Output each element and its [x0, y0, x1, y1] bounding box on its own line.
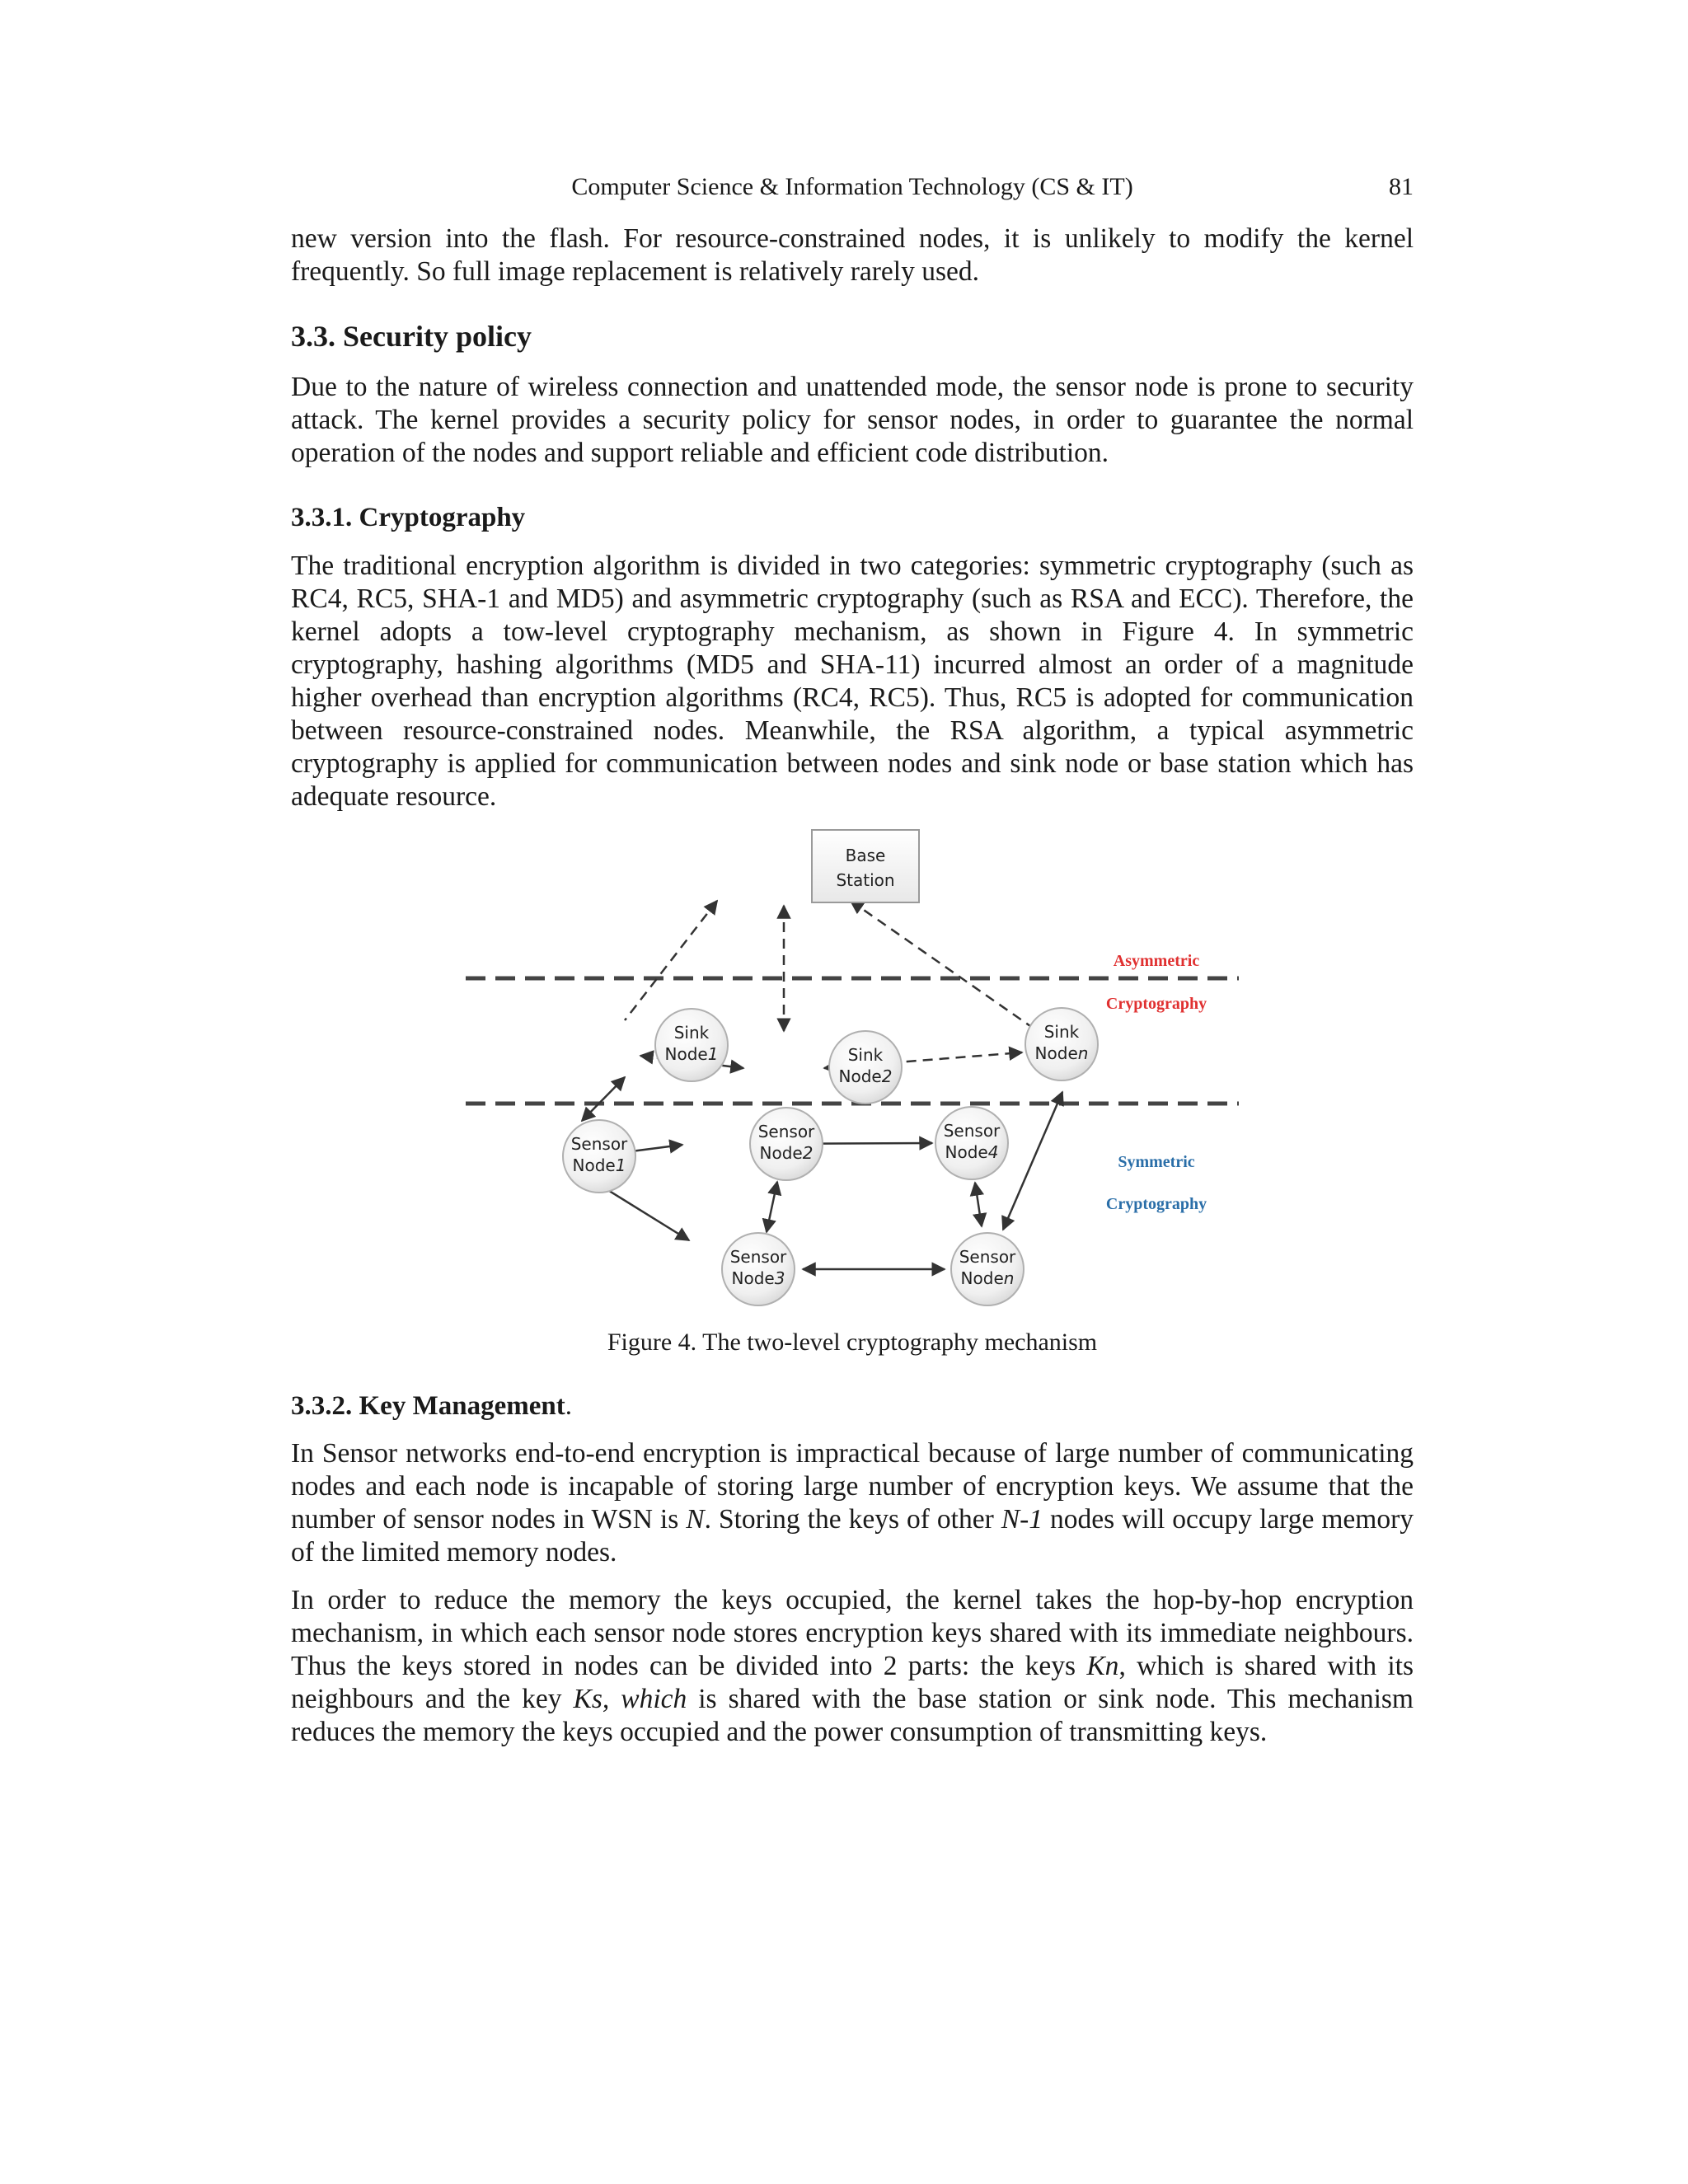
link-sensor4-sensorn — [975, 1183, 982, 1226]
link-sensorn-sinkn — [1003, 1092, 1062, 1230]
section-3-3-1 — [291, 501, 1414, 534]
section-3-3-2 — [291, 1390, 1414, 1422]
asymmetric-label-2: Cryptography — [1105, 995, 1207, 1013]
sensor-node-2-line1: Sensor — [757, 1122, 815, 1141]
key-management-paragraph-2: In order to reduce the memory the keys occupied, the kernel takes the hop-by-hop encryption mechanism, in which each sensor node stores encryption keys shared with its immediate neighbours. Thus the keys stored in nodes can be divided into 2 parts: the keys Kn, which is shared with its neighbours and the key Ks, which is shared with the base station or sink node. This mechanism reduces the memory the keys occupied and the power consumption of transmitting keys. — [291, 1585, 1414, 1747]
subsection-heading: 3.3.1. Cryptography — [291, 503, 526, 532]
section-3-3-body — [291, 371, 1414, 470]
sensor-node-4-line1: Sensor — [943, 1121, 1001, 1141]
sensor-node-1-line1: Sensor — [570, 1134, 628, 1154]
page-number: 81 — [1389, 173, 1414, 200]
key-management-paragraph-1: In Sensor networks end-to-end encryption is impractical because of large number of communicating nodes and each node is incapable of storing large number of encryption keys. We assume that the number of sensor nodes in WSN is N. Storing the keys of other N-1 nodes will occupy large memory of the limited memory nodes. — [291, 1438, 1414, 1568]
figure-caption: Figure 4. The two-level cryptography mechanism — [607, 1329, 1098, 1356]
sink-node-1-line1: Sink — [673, 1023, 710, 1043]
sensor-node-3-line2: Node3 — [731, 1268, 785, 1288]
section-3-3-2-body-2 — [291, 1584, 1414, 1749]
sensor-node-n-line1: Sensor — [959, 1247, 1016, 1267]
link-sink1-sensor1 — [582, 1077, 625, 1121]
sink-node-2-line1: Sink — [847, 1045, 884, 1065]
journal-title: Computer Science & Information Technology (CS & IT) — [571, 173, 1133, 200]
base-station-node — [812, 830, 919, 902]
symmetric-label-2: Cryptography — [1105, 1195, 1207, 1213]
base-station-label-1: Base — [845, 846, 886, 865]
sink-node-n — [1025, 1008, 1098, 1080]
cryptography-paragraph: The traditional encryption algorithm is divided in two categories: symmetric cryptography (such as RC4, RC5, SHA-1 and MD5) and asymmetric cryptography (such as RSA and ECC). Therefore, the kernel adopts a tow-level cryptography mechanism, as shown in Figure 4. In symmetric cryptography, hashing algorithms (MD5 and SHA-11) incurred almost an order of a magnitude higher overhead than encryption algorithms (RC4, RC5). Thus, RC5 is adopted for communication between resource-constrained nodes. Meanwhile, the RSA algorithm, a typical asymmetric cryptography is applied for communication between nodes and sink node or base station which has adequate resource. — [291, 551, 1414, 812]
section-3-3 — [291, 318, 1414, 354]
section-heading: 3.3. Security policy — [291, 320, 532, 353]
sensor-node-3-line1: Sensor — [729, 1247, 787, 1267]
link-base-sink1 — [625, 901, 717, 1020]
symmetric-label-1: Symmetric — [1118, 1153, 1195, 1171]
section-3-3-2-body-1 — [291, 1437, 1414, 1569]
asymmetric-label-1: Asymmetric — [1113, 952, 1200, 970]
security-policy-paragraph: Due to the nature of wireless connection and unattended mode, the sensor node is prone to security attack. The kernel provides a security policy for sensor nodes, in order to guarantee the normal operation of the nodes and support reliable and efficient code distribution. — [291, 372, 1414, 468]
figure-4-svg — [445, 820, 1253, 1315]
sink-node-2-line2: Node2 — [838, 1066, 893, 1086]
sensor-node-n-line2: Noden — [960, 1268, 1015, 1288]
link-sensor2-sensor3 — [767, 1182, 777, 1232]
link-base-sinkn — [851, 901, 1030, 1026]
sink-node-n-line2: Noden — [1034, 1043, 1089, 1063]
sensor-node-2 — [750, 1108, 823, 1180]
sink-node-2 — [829, 1031, 902, 1104]
intro-paragraph-block — [291, 223, 1414, 288]
sensor-node-n — [951, 1233, 1024, 1305]
sink-node-1 — [655, 1009, 728, 1081]
figure-4-diagram — [445, 820, 1253, 1315]
base-station-label-2: Station — [836, 870, 895, 890]
section-3-3-1-body — [291, 550, 1414, 813]
key-management-heading-text: 3.3.2. Key Management — [291, 1391, 565, 1421]
sink-node-1-line2: Node1 — [664, 1044, 719, 1064]
sensor-node-2-line2: Node2 — [759, 1143, 814, 1163]
heading-period: . — [565, 1391, 572, 1421]
sensor-node-1-line2: Node1 — [572, 1155, 626, 1175]
sensor-node-1 — [563, 1120, 635, 1193]
intro-paragraph: new version into the flash. For resource-constrained nodes, it is unlikely to modify the kernel frequently. So full image replacement is relatively rarely used. — [291, 223, 1414, 287]
running-header — [291, 173, 1414, 206]
subsection-heading-key-management — [291, 1390, 1414, 1422]
sink-node-n-line1: Sink — [1043, 1022, 1080, 1042]
sensor-node-3 — [722, 1233, 795, 1305]
sensor-node-4-line2: Node4 — [945, 1142, 999, 1162]
sensor-node-4 — [935, 1107, 1008, 1179]
